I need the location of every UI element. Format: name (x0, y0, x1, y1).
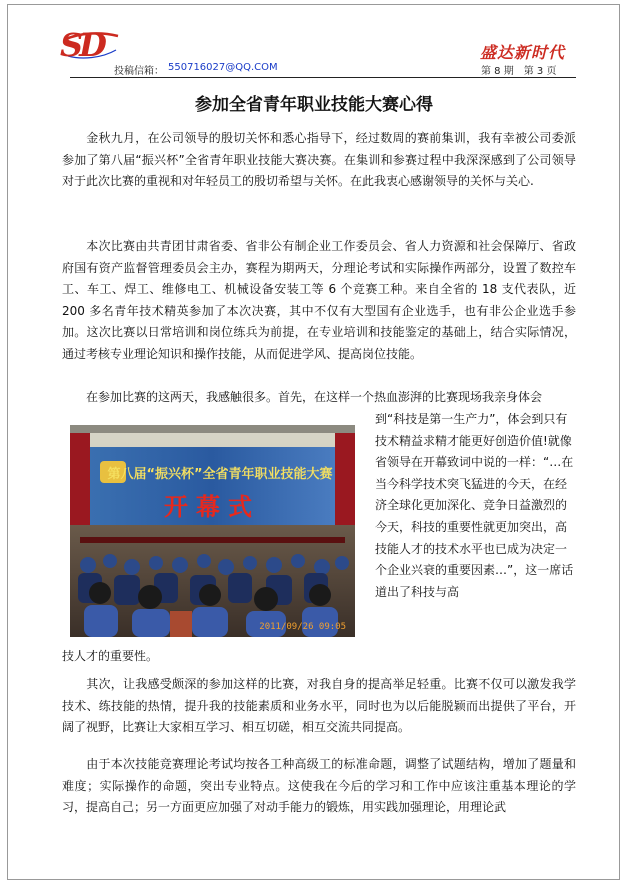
mail-label: 投稿信箱： (114, 66, 164, 77)
paragraph-3-first-line: 在参加比赛的这两天，我感触很多。首先，在这样一个热血澎湃的比赛现场我亲身体会 (86, 390, 543, 404)
photo-banner-text: 第八届“振兴杯”全省青年职业技能大赛 (107, 467, 333, 482)
header-divider (70, 77, 576, 78)
paragraph-2: 本次比赛由共青团甘肃省委、省非公有制企业工作委员会、省人力资源和社会保障厅、省政府国有资产监督管理委员会主办，赛程为期两天，分理论考试和实际操作两部分，设置了数控车工、车工、焊工、维修电工、机械设备安装工等 6 个竞赛工种。来自全省的 18 支代表队，近 200 多名青年技术精英参加了本次决赛，其中不仅有大型国有企业选手，也有非公企业选手参加。这次比赛以日常培训和岗位练兵为前提，在专业培训和技能鉴定的基础上，结合实际情况，通过考核专业理论知识和操作技能，从而促进学风、提高岗位技能。 (62, 239, 576, 361)
opening-ceremony-image (70, 425, 355, 637)
paragraph-4: 其次，让我感受颇深的参加这样的比赛，对我自身的提高举足轻重。比赛不仅可以激发我学技术、练技能的热情，提升我的技能素质和业务水平，同时也为以后能脱颖而出提供了平台，开阔了视野，比赛让大家相互学习、相互切磋，相互交流共同提高。 (62, 677, 576, 735)
article-title: 参加全省青年职业技能大赛心得 (195, 95, 433, 115)
brand-name: 盛达新时代 (480, 43, 566, 62)
photo-ceremony-text: 开幕式 (164, 493, 260, 521)
issue-info (481, 62, 566, 77)
page-number: 第 3 页 (523, 66, 557, 77)
photo-timestamp: 2011/09/26 09:05 (259, 622, 346, 632)
logo-text: SD (60, 26, 103, 64)
paragraph-3-continuation: 技人才的重要性。 (62, 649, 159, 663)
mail-address[interactable]: 550716027@QQ.COM (168, 62, 278, 73)
paragraph-3-side-text: 到“科技是第一生产力”，体会到只有技术精益求精才能更好创造价值!就像省领导在开幕致词中说的一样：“…在当今科学技术突飞猛进的今天，在经济全球化更加深化、竞争日益激烈的今天，科技的重要性就更加突出，高技能人才的技术水平也已成为决定一个企业兴衰的重要因素…”，这一席话道出了科技与高 (375, 412, 574, 599)
paragraph-1: 金秋九月，在公司领导的殷切关怀和悉心指导下，经过数周的赛前集训，我有幸被公司委派参加了第八届“振兴杯”全省青年职业技能大赛决赛。在集训和参赛过程中我深深感到了公司领导对于此次比赛的重视和对年轻员工的殷切希望与关怀。在此我衷心感谢领导的关怀与关心. (62, 131, 576, 189)
issue-number: 第 8 期 (481, 66, 514, 77)
paragraph-5: 由于本次技能竞赛理论考试均按各工种高级工的标准命题，调整了试题结构，增加了题量和难度；实际操作的命题，突出专业特点。这使我在今后的学习和工作中应该注重基本理论的学习，提高自己；另一方面更应加强了对动手能力的锻炼，用实践加强理论，用理论武 (62, 757, 576, 815)
ceremony-photo (70, 425, 355, 637)
logo (60, 26, 124, 66)
